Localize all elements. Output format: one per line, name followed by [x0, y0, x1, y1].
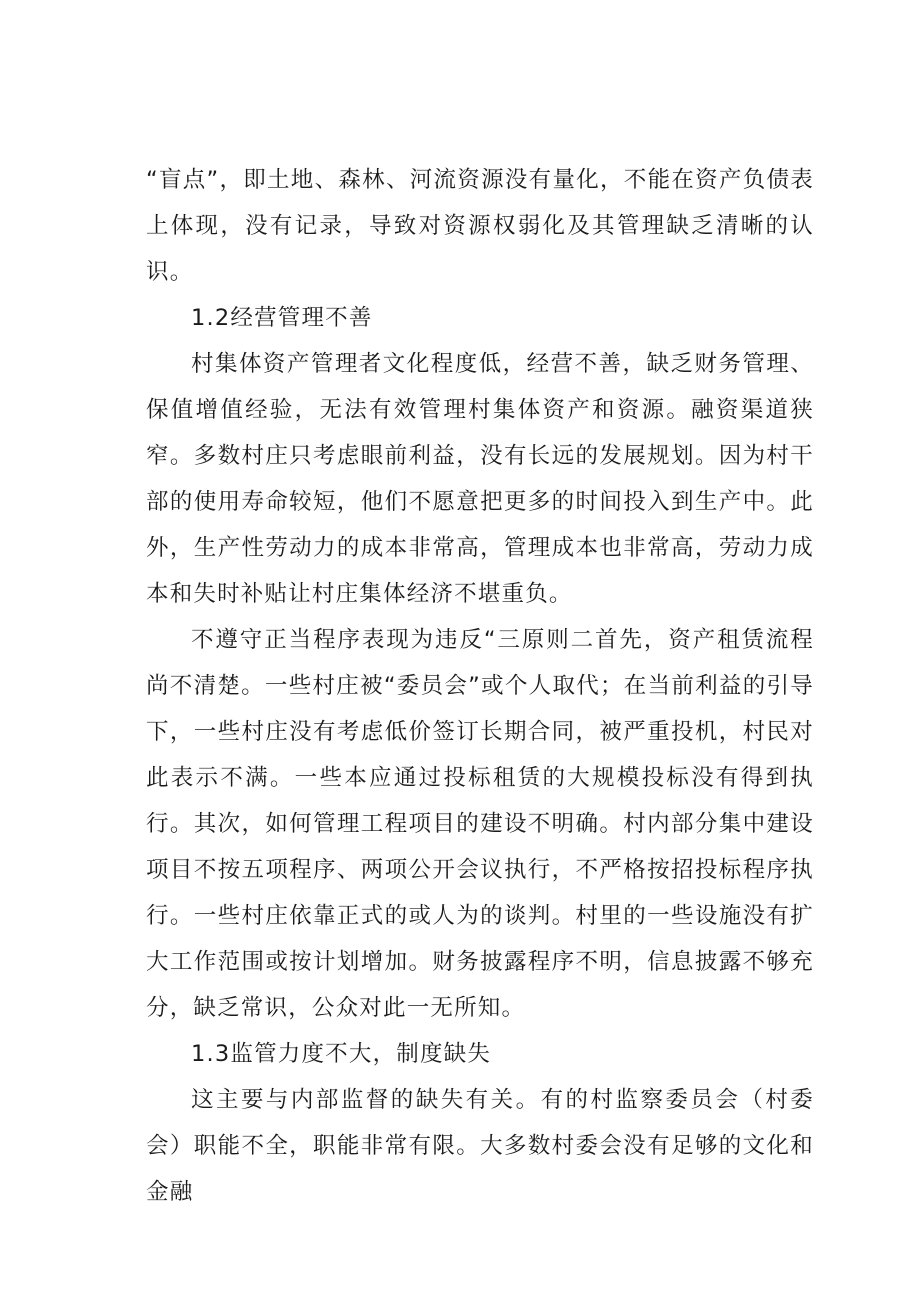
paragraph-continued: “盲点”，即土地、森林、河流资源没有量化，不能在资产负债表上体现，没有记录，导致对资源权弱化及其管理缺乏清晰的认识。 [146, 167, 814, 285]
paragraph: 不遵守正当程序表现为违反“三原则二首先，资产租赁流程尚不清楚。一些村庄被“委员会”或个人取代；在当前利益的引导下，一些村庄没有考虑低价签订长期合同，被严重投机，村民对此表示不满。一些本应通过投标租赁的大规模投标没有得到执行。其次，如何管理工程项目的建设不明确。村内部分集中建设项目不按五项程序、两项公开会议执行，不严格按招投标程序执行。一些村庄依靠正式的或人为的谈判。村里的一些设施没有扩大工作范围或按计划增加。财务披露程序不明，信息披露不够充分，缺乏常识，公众对此一无所知。 [146, 627, 814, 1021]
section-heading-1-2: 1.2经营管理不善 [191, 305, 373, 331]
document-body [146, 157, 814, 1215]
paragraph: 村集体资产管理者文化程度低，经营不善，缺乏财务管理、保值增值经验，无法有效管理村集体资产和资源。融资渠道狭窄。多数村庄只考虑眼前利益，没有长远的发展规划。因为村干部的使用寿命较短，他们不愿意把更多的时间投入到生产中。此外，生产性劳动力的成本非常高，管理成本也非常高，劳动力成本和失时补贴让村庄集体经济不堪重负。 [146, 351, 814, 607]
paragraph: 这主要与内部监督的缺失有关。有的村监察委员会（村委会）职能不全，职能非常有限。大多数村委会没有足够的文化和金融 [146, 1087, 814, 1205]
section-heading-1-3: 1.3监管力度不大，制度缺失 [191, 1041, 492, 1067]
